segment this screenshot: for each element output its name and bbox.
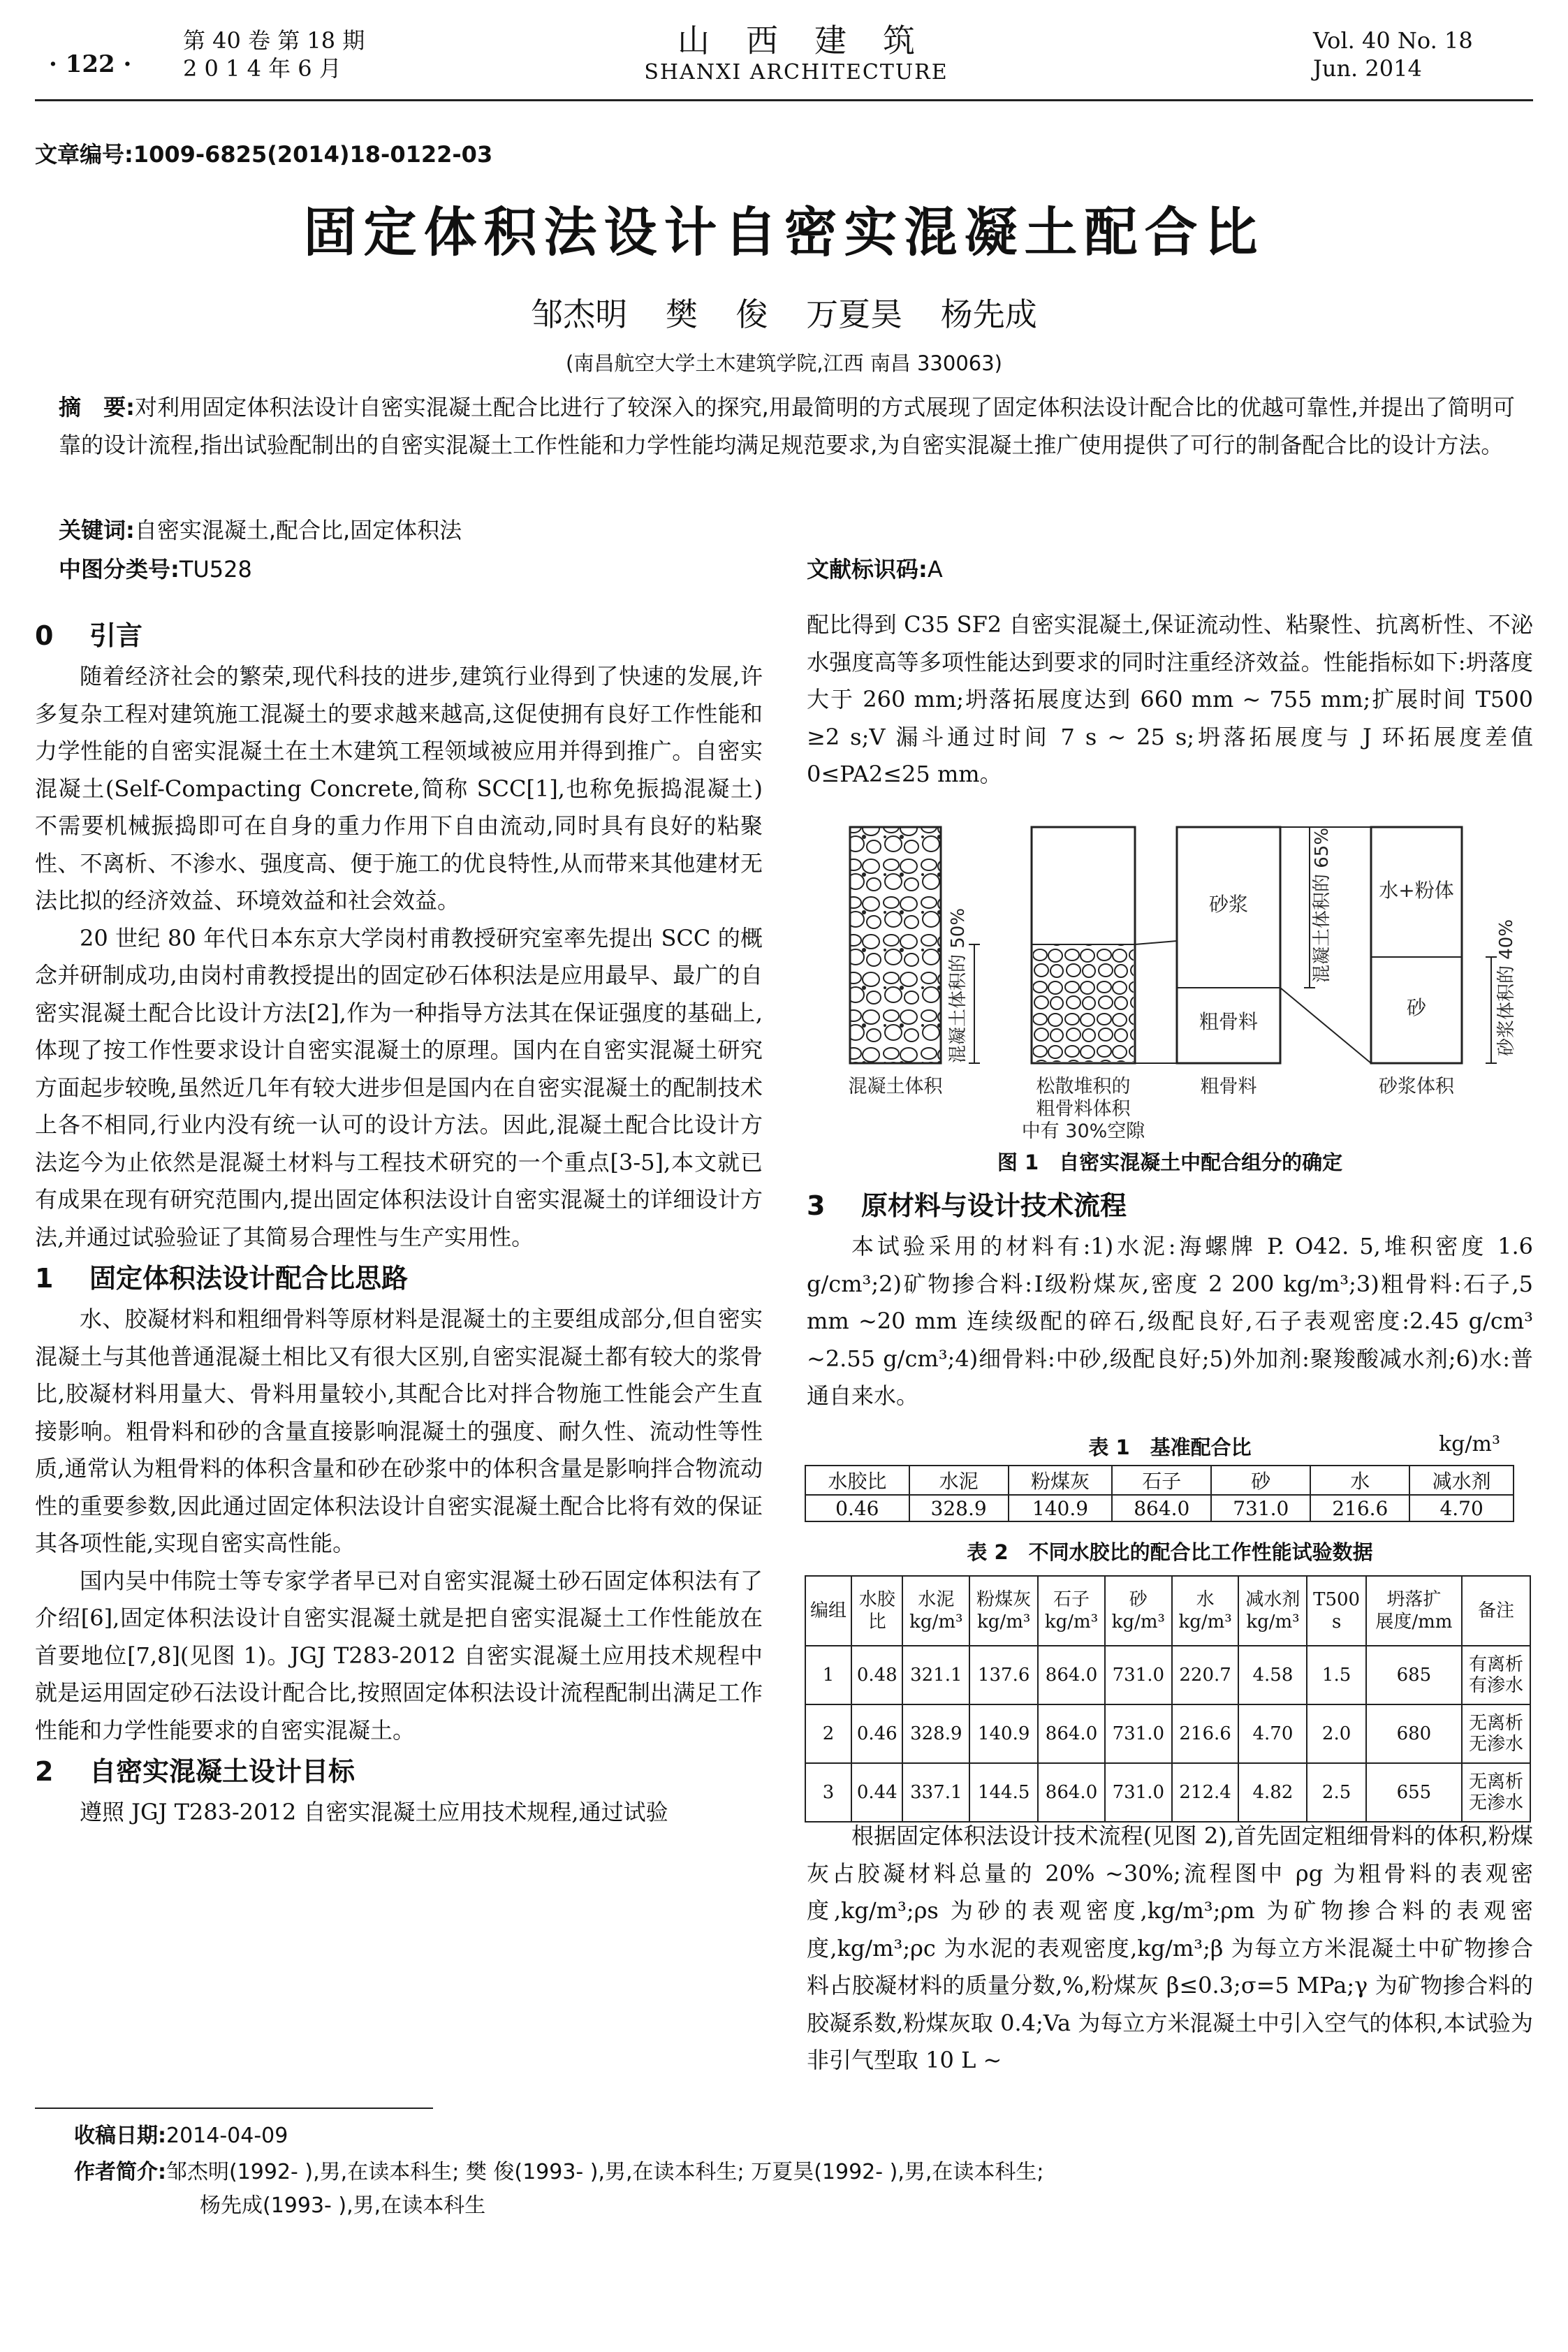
table-cell: 220.7 (1172, 1646, 1239, 1704)
label-concrete-volume: 混凝土体积 (848, 1076, 943, 1097)
table-cell: 731.0 (1211, 1495, 1310, 1521)
section-heading-3 (807, 1186, 1533, 1225)
table-header-cell: 砂 (1211, 1466, 1310, 1495)
header-line: 减水剂 (1245, 1589, 1300, 1610)
volume-info-en (1313, 27, 1473, 82)
table-cell: 4.70 (1238, 1704, 1307, 1763)
table-cell: 0.46 (805, 1495, 909, 1521)
paragraph: 20 世纪 80 年代日本东京大学岗村甫教授研究室率先提出 SCC 的概念并研制成功,由岗村甫教授提出的固定砂石体积法是应用最早、最广的自密实混凝土配合比设计方法[2],作为一种指导方法其在保证强度的基础上,体现了按工作性要求设计自密实混凝土的原理。国内在自密实混凝土研究方面起步较晚,虽然近几年有较大进步但是国内在自密实混凝土的配制技术上各不相同,行业内没有统一认可的设计方法。因此,混凝土配合比设计方法迄今为止依然是混凝土材料与工程技术研究的一个重点[3-5],本文就已有成果在现有研究范围内,提出固定体积法设计自密实混凝土的详细设计方法,并通过试验验证了其简易合理性与生产实用性。 (35, 924, 763, 1250)
header-line: 水 (1196, 1589, 1215, 1610)
page-number: · 122 · (49, 50, 132, 78)
header-rule (35, 99, 1533, 101)
header-line: T500 (1313, 1589, 1361, 1610)
label-water-powder: 水+粉体 (1379, 879, 1454, 902)
header-line: kg/m³ (1246, 1612, 1300, 1632)
table-cell: 328.9 (909, 1495, 1009, 1521)
table-cell: 655 (1366, 1763, 1462, 1822)
footnote-rule (35, 2108, 433, 2109)
label-coarse-box: 粗骨料 (1199, 1010, 1259, 1033)
table-row (805, 1495, 1514, 1521)
header-line: 石子 (1053, 1589, 1090, 1610)
header-line: 砂 (1129, 1589, 1148, 1610)
label-loose-1: 松散堆积的 (1036, 1076, 1131, 1097)
left-column (35, 613, 763, 1832)
table-cell: 731.0 (1105, 1763, 1172, 1822)
abstract-label: 摘 要: (59, 394, 135, 421)
table-header-cell (1238, 1576, 1307, 1646)
paragraph: 配比得到 C35 SF2 自密实混凝土,保证流动性、粘聚性、抗离析性、不泌水强度高等多项性能达到要求的同时注重经济效益。性能指标如下:坍落度大于 260 mm;坍落拓展度达到 660 mm ~ 755 mm;扩展时间 T500 ≥2 s;V 漏斗通过时间 7 s ~ 25 s;坍落拓展度与 J 环拓展度差值 0≤PA2≤25 mm。 (807, 611, 1533, 787)
section-heading-0 (35, 616, 763, 655)
section-heading-1 (35, 1259, 763, 1298)
bio-label: 作者简介: (74, 2160, 166, 2184)
section-title: 自密实混凝土设计目标 (89, 1756, 356, 1787)
article-number: 文章编号:1009-6825(2014)18-0122-03 (35, 141, 493, 168)
table-row (805, 1704, 1530, 1763)
table-cell: 4.58 (1238, 1646, 1307, 1704)
table-cell: 864.0 (1038, 1763, 1105, 1822)
section-number: 2 (35, 1756, 54, 1787)
document-code-label: 文献标识码: (807, 556, 928, 583)
table-cell: 4.70 (1409, 1495, 1514, 1521)
document-code (807, 552, 943, 584)
header-line: 编组 (810, 1600, 847, 1621)
table-cell: 212.4 (1172, 1763, 1239, 1822)
water-powder-sand-box (1371, 827, 1462, 1063)
table-cell: 216.6 (1310, 1495, 1409, 1521)
label-sand: 砂 (1406, 996, 1427, 1019)
table-cell: 140.9 (969, 1704, 1038, 1763)
header-line: kg/m³ (1178, 1612, 1232, 1632)
paper-title: 固定体积法设计自密实混凝土配合比 (303, 201, 1265, 263)
figure-caption: 图 1 自密实混凝土中配合组分的确定 (997, 1151, 1343, 1174)
table-cell: 864.0 (1038, 1704, 1105, 1763)
table-header-cell (1038, 1576, 1105, 1646)
table-cell: 864.0 (1038, 1646, 1105, 1704)
table-cell: 864.0 (1112, 1495, 1211, 1521)
table-row (805, 1646, 1530, 1704)
header-line: 比 (867, 1612, 886, 1632)
table-row (805, 1763, 1530, 1822)
paragraph: 根据固定体积法设计技术流程(见图 2),首先固定粗细骨料的体积,粉煤灰占胶凝材料总量的 20% ~30%;流程图中 ρg 为粗骨料的表观密度,kg/m³;ρs 为砂的表观密度,kg/m³;ρm 为矿物掺合料的表观密度,kg/m³;ρc 为水泥的表观密度,kg/m³;β 为每立方米混凝土中矿物掺合料占胶凝材料的质量分数,%,粉煤灰 β≤0.3;σ=5 MPa;γ 为矿物掺合料的胶凝系数,粉煤灰取 0.4;Va 为每立方米混凝土中引入空气的体积,本试验为非引气型取 10 L ~ (807, 1823, 1533, 2073)
table-header-cell (851, 1576, 902, 1646)
table-header-row (805, 1466, 1514, 1495)
table-cell: 321.1 (902, 1646, 969, 1704)
label-coarse: 粗骨料 (1200, 1076, 1257, 1097)
classification (59, 552, 252, 584)
label-loose-2: 粗骨料体积 (1036, 1098, 1131, 1120)
header-line: 粉煤灰 (976, 1589, 1032, 1610)
section-title: 原材料与设计技术流程 (861, 1190, 1127, 1221)
volume-info-cn (183, 27, 365, 82)
header-line: 展度/mm (1375, 1612, 1453, 1632)
journal-name-en: SHANXI ARCHITECTURE (644, 60, 948, 85)
header-line: 备注 (1477, 1600, 1514, 1621)
section-heading-2 (35, 1752, 763, 1791)
paragraph: 本试验采用的材料有:1)水泥:海螺牌 P. O42. 5,堆积密度 1.6 g/cm³;2)矿物掺合料:Ⅰ级粉煤灰,密度 2 200 kg/m³;3)粗骨料:石子,5 mm ~20 mm 连续级配的碎石,级配良好,石子表观密度:2.45 g/cm³ ~2.55 g/cm³;4)细骨料:中砂,级配良好;5)外加剂:聚羧酸减水剂;6)水:普通自来水。 (807, 1233, 1533, 1409)
volume-issue-cn: 第 40 卷 第 18 期 (183, 27, 365, 54)
author-bio (74, 2154, 1534, 2191)
table-cell: 0.46 (851, 1704, 902, 1763)
table-2 (805, 1575, 1531, 1823)
received-label: 收稿日期: (74, 2124, 166, 2148)
document-code-value: A (927, 556, 943, 583)
label-mortar-volume: 砂浆体积 (1379, 1076, 1454, 1097)
table-header-cell (1307, 1576, 1365, 1646)
paragraph: 随着经济社会的繁荣,现代科技的进步,建筑行业得到了快速的发展,许多复杂工程对建筑施工混凝土的要求越来越高,这促使拥有良好工作性能和力学性能的自密实混凝土在土木建筑工程领域被应用并得到推广。自密实混凝土(Self-Compacting Concrete,简称 SCC[1],也称免振捣混凝土)不需要机械振捣即可在自身的重力作用下自由流动,同时具有良好的粘聚性、不离析、不渗水、强度高、便于施工的优良特性,从而带来其他建材无法比拟的经济效益、环境效益和社会效益。 (35, 663, 763, 914)
table-header-cell: 水 (1310, 1466, 1409, 1495)
table-cell: 0.44 (851, 1763, 902, 1822)
keywords (59, 513, 462, 545)
table-1 (805, 1465, 1514, 1522)
keywords-text: 自密实混凝土,配合比,固定体积法 (134, 517, 462, 543)
table-cell: 731.0 (1105, 1646, 1172, 1704)
table-cell: 4.82 (1238, 1763, 1307, 1822)
table-header-cell: 减水剂 (1409, 1466, 1514, 1495)
header-line: kg/m³ (977, 1612, 1031, 1632)
header-line: s (1331, 1612, 1342, 1632)
note-line: 有渗水 (1468, 1675, 1523, 1696)
header-line: 水泥 (918, 1589, 955, 1610)
table-header-cell (1462, 1576, 1530, 1646)
table-cell: 1 (805, 1646, 851, 1704)
table-header-cell (805, 1576, 851, 1646)
table-cell (1462, 1704, 1530, 1763)
table-header-cell (1172, 1576, 1239, 1646)
note-line: 无离析 (1468, 1713, 1523, 1734)
date-en: Jun. 2014 (1313, 55, 1422, 82)
section-title: 引言 (89, 620, 143, 651)
table-header-cell: 水胶比 (805, 1466, 909, 1495)
abstract-text: 对利用固定体积法设计自密实混凝土配合比进行了较深入的探究,用最简明的方式展现了固定体积法设计配合比的优越可靠性,并提出了简明可靠的设计流程,指出试验配制出的自密实混凝土工作性能和力学性能均满足规范要求,为自密实混凝土推广使用提供了可行的制备配合比的设计方法。 (59, 394, 1515, 458)
header-line: kg/m³ (1111, 1612, 1165, 1632)
section-number: 1 (35, 1263, 54, 1294)
received-date (74, 2118, 1534, 2154)
table-cell: 328.9 (902, 1704, 969, 1763)
table-cell: 731.0 (1105, 1704, 1172, 1763)
received-value: 2014-04-09 (166, 2124, 288, 2148)
table-header-cell: 水泥 (909, 1466, 1009, 1495)
right-column-top (807, 606, 1533, 794)
table-header-cell (902, 1576, 969, 1646)
table-header-cell: 石子 (1112, 1466, 1211, 1495)
note-line: 无渗水 (1468, 1734, 1523, 1755)
affiliation: (南昌航空大学土木建筑学院,江西 南昌 330063) (566, 351, 1002, 375)
table-cell: 137.6 (969, 1646, 1038, 1704)
classification-number: TU528 (179, 556, 252, 583)
header-line: 水胶 (858, 1589, 895, 1610)
table-cell: 144.5 (969, 1763, 1038, 1822)
note-line: 无渗水 (1468, 1792, 1523, 1813)
table-header-cell: 粉煤灰 (1009, 1466, 1113, 1495)
keywords-label: 关键词: (59, 517, 135, 543)
table-2-caption: 表 2 不同水胶比的配合比工作性能试验数据 (967, 1540, 1373, 1564)
section-number: 3 (807, 1190, 826, 1221)
table-cell: 337.1 (902, 1763, 969, 1822)
table-cell: 216.6 (1172, 1704, 1239, 1763)
right-column-mid (807, 1183, 1533, 1415)
table-cell: 2.0 (1307, 1704, 1365, 1763)
table-cell: 140.9 (1009, 1495, 1113, 1521)
label-mortar: 砂浆 (1208, 893, 1249, 916)
figure-1 (807, 819, 1533, 1147)
right-column-bottom (807, 1818, 1533, 2080)
note-line: 无离析 (1468, 1772, 1523, 1792)
note-line: 有离析 (1468, 1654, 1523, 1675)
header-line: kg/m³ (1044, 1612, 1099, 1632)
table-1-caption: 表 1 基准配合比 (1088, 1436, 1252, 1459)
label-65pct: 混凝土体积的 65% (1312, 827, 1333, 983)
table-header-cell (969, 1576, 1038, 1646)
table-header-row (805, 1576, 1530, 1646)
paragraph: 国内吴中伟院士等专家学者早已对自密实混凝土砂石固定体积法有了介绍[6],固定体积法设计自密实混凝土就是把自密实混凝土工作性能放在首要地位[7,8](见图 1)。JGJ T283-2012 自密实混凝土应用技术规程中就是运用固定砂石法设计配合比,按照固定体积法设计流程配制出满足工作性能和力学性能要求的自密实混凝土。 (35, 1567, 763, 1744)
abstract (59, 388, 1515, 464)
journal-name-cn: 山西建筑 (677, 22, 951, 59)
table-cell: 2.5 (1307, 1763, 1365, 1822)
table-cell: 0.48 (851, 1646, 902, 1704)
label-50pct: 混凝土体积的 50% (948, 907, 969, 1063)
label-loose-3: 中有 30%空隙 (1021, 1120, 1145, 1142)
paragraph: 遵照 JGJ T283-2012 自密实混凝土应用技术规程,通过试验 (80, 1799, 668, 1825)
bio-text: 邹杰明(1992- ),男,在读本科生; 樊 俊(1993- ),男,在读本科生; 万夏昊(1992- ),男,在读本科生; (166, 2160, 1044, 2184)
classification-label: 中图分类号: (59, 556, 179, 583)
table-cell (1462, 1646, 1530, 1704)
footnote (74, 2118, 1534, 2191)
header-line: 坍落扩 (1386, 1589, 1442, 1610)
date-cn: 2 0 1 4 年 6 月 (183, 55, 342, 82)
journal-name (615, 21, 978, 85)
author-bio-cont: 杨先成(1993- ),男,在读本科生 (200, 2193, 486, 2218)
label-40pct: 砂浆体积的 40% (1496, 919, 1517, 1056)
author-list: 邹杰明 樊 俊 万夏昊 杨先成 (531, 295, 1037, 333)
table-cell (1462, 1763, 1530, 1822)
table-cell: 1.5 (1307, 1646, 1365, 1704)
table-header-cell (1105, 1576, 1172, 1646)
header-line: kg/m³ (909, 1612, 963, 1632)
table-1-unit: kg/m³ (1439, 1432, 1500, 1456)
table-cell: 680 (1366, 1704, 1462, 1763)
volume-issue-en: Vol. 40 No. 18 (1313, 27, 1473, 54)
concrete-volume-box (850, 827, 941, 1063)
table-cell: 3 (805, 1763, 851, 1822)
table-cell: 2 (805, 1704, 851, 1763)
section-number: 0 (35, 620, 54, 651)
table-cell: 685 (1366, 1646, 1462, 1704)
table-header-cell (1366, 1576, 1462, 1646)
section-title: 固定体积法设计配合比思路 (89, 1263, 409, 1294)
paragraph: 水、胶凝材料和粗细骨料等原材料是混凝土的主要组成部分,但自密实混凝土与其他普通混凝土相比又有很大区别,自密实混凝土都有较大的浆骨比,胶凝材料用量大、骨料用量较小,其配合比对拌合物施工性能会产生直接影响。粗骨料和砂的含量直接影响混凝土的强度、耐久性、流动性等性质,通常认为粗骨料的体积含量和砂在砂浆中的体积含量是影响拌合物流动性的重要参数,因此通过固定体积法设计自密实混凝土配合比将有效的保证其各项性能,实现自密实高性能。 (35, 1306, 763, 1556)
